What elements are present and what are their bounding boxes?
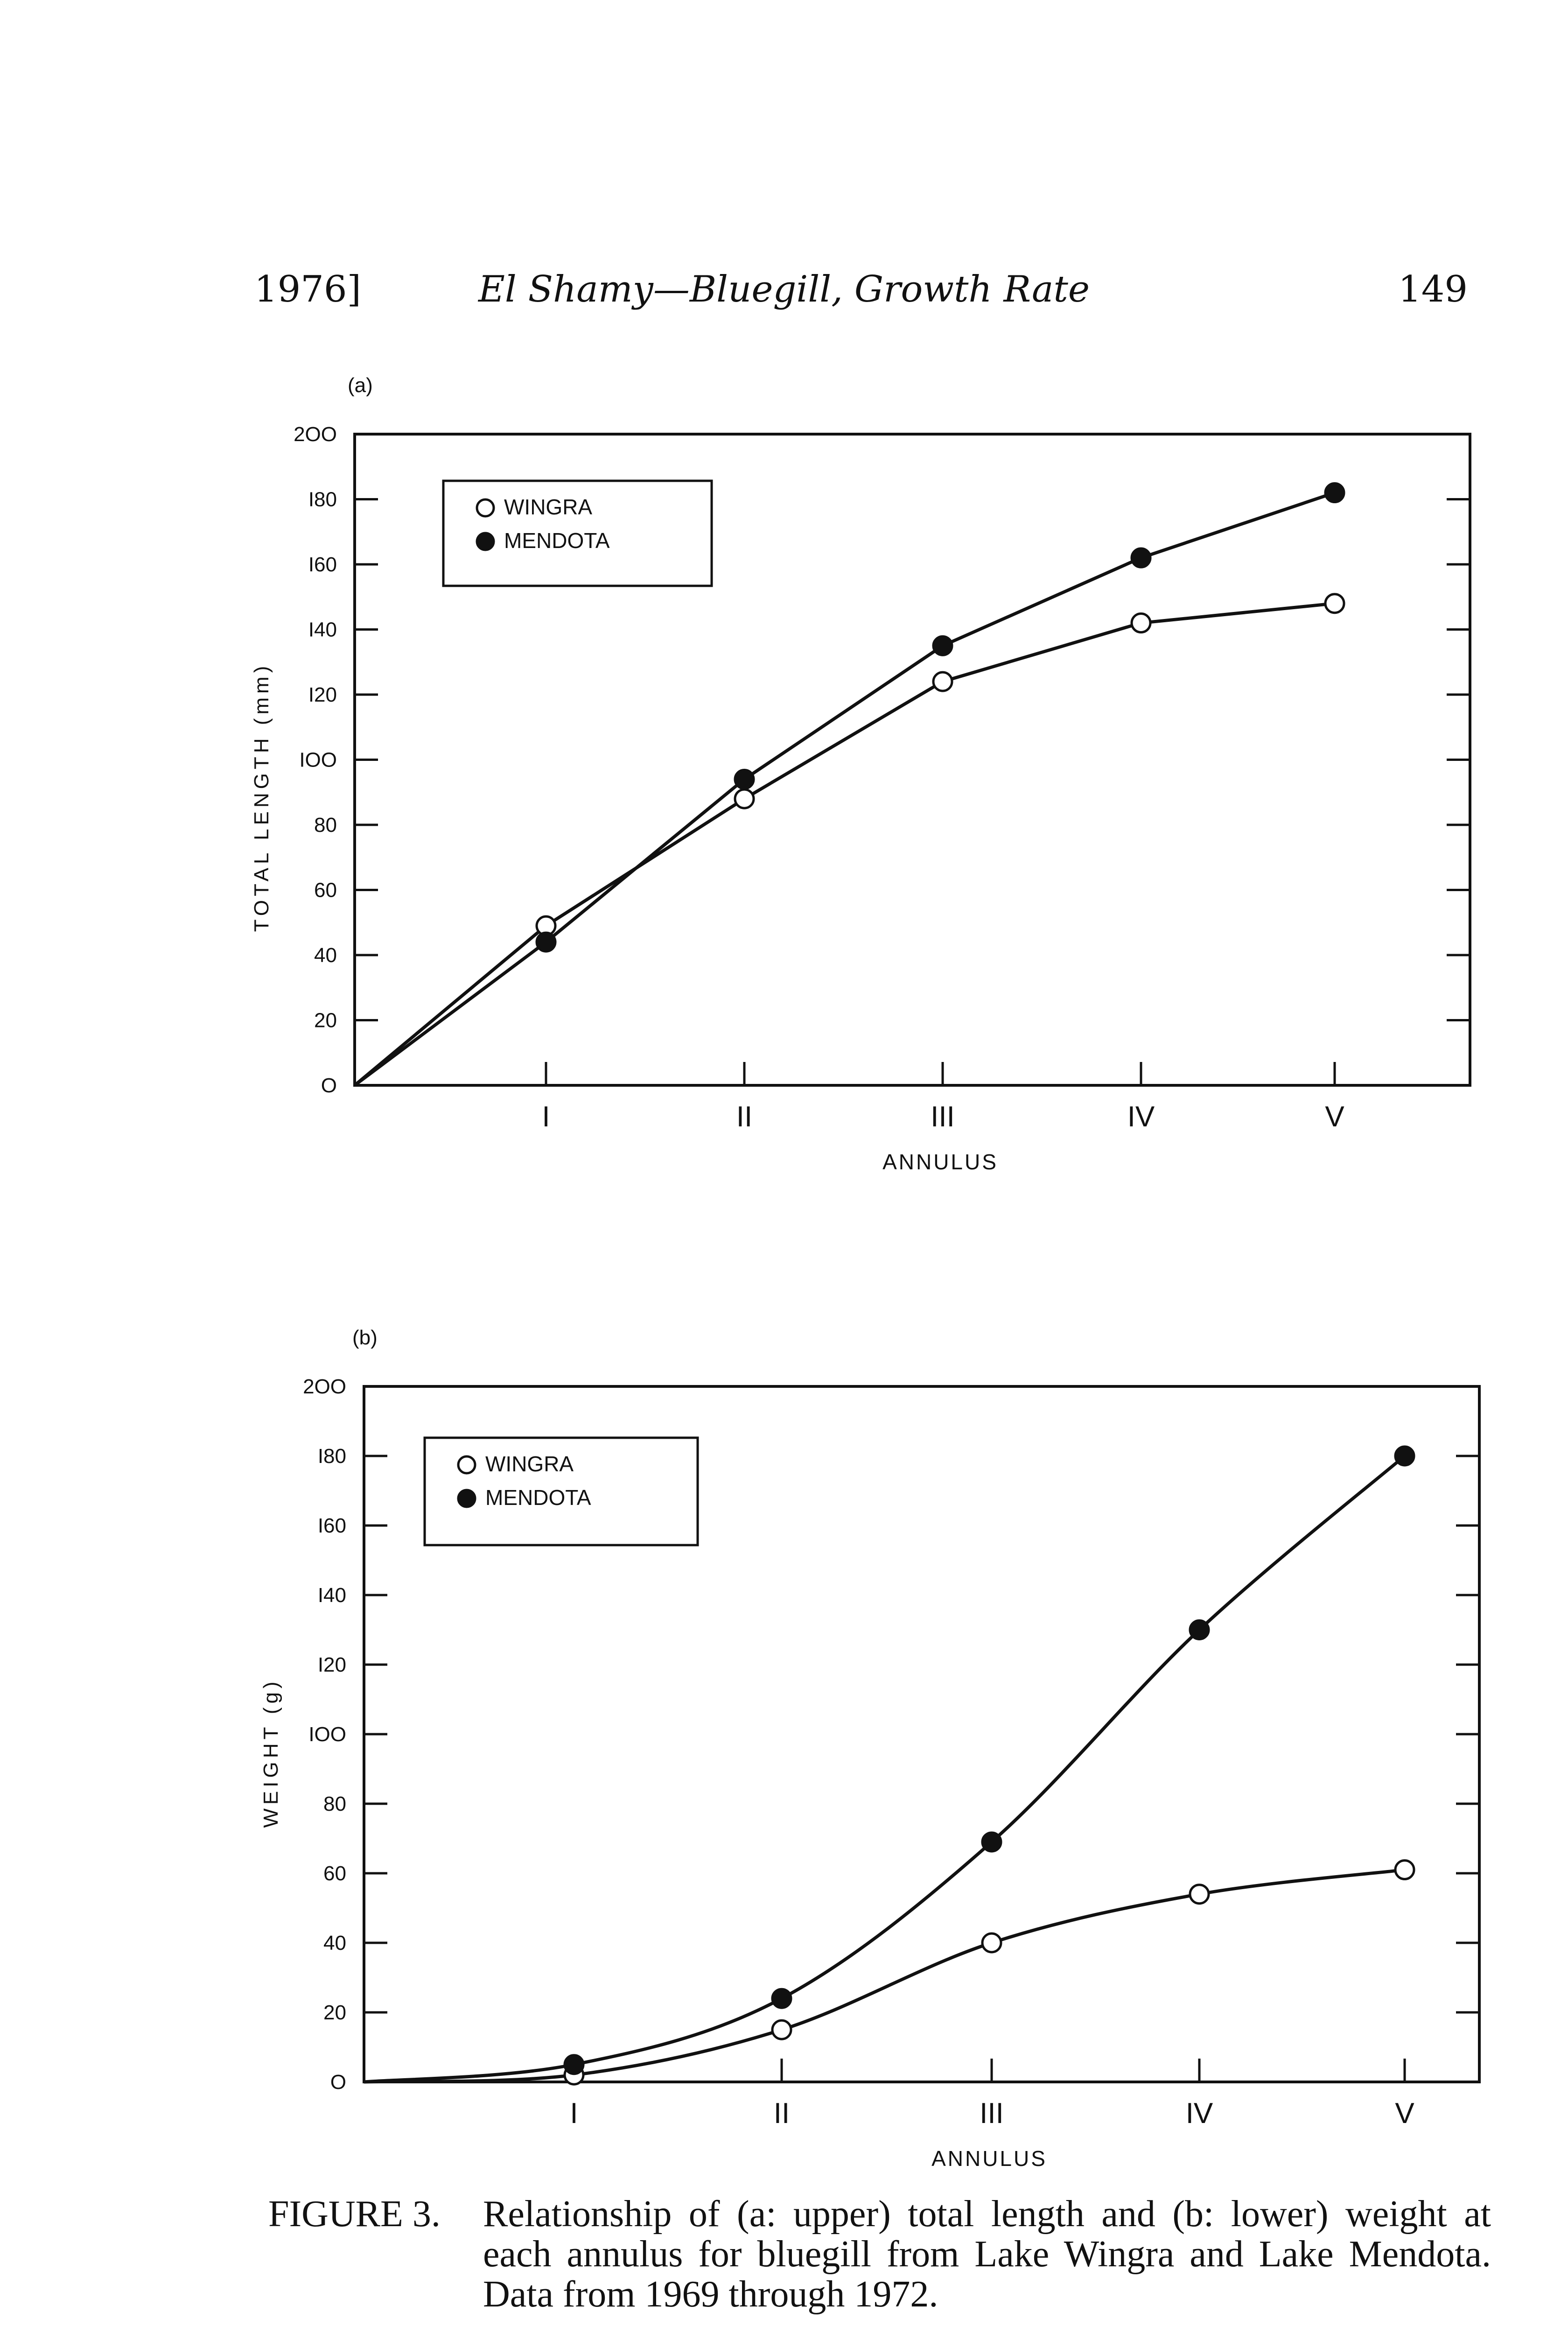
y-tick-label: 60 [314, 879, 337, 902]
y-tick-label: 60 [323, 1862, 346, 1885]
x-tick-label: V [1325, 1101, 1344, 1133]
data-point [933, 672, 952, 691]
data-point [982, 1833, 1001, 1851]
y-axis-label: TOTAL LENGTH (mm) [250, 662, 273, 932]
panel-label: (b) [352, 1326, 378, 1349]
y-axis-label: WEIGHT (g) [259, 1678, 282, 1828]
y-tick-label: IOO [308, 1723, 346, 1746]
header-year: 1976] [254, 268, 361, 310]
x-tick-label: I [542, 1101, 550, 1133]
data-point [1325, 594, 1344, 613]
legend-marker [477, 499, 494, 516]
data-point [1132, 614, 1150, 633]
x-tick-label: II [736, 1101, 753, 1133]
x-tick-label: IV [1185, 2097, 1213, 2130]
data-point [537, 933, 555, 951]
series-line [355, 604, 1335, 1085]
y-tick-label: I80 [317, 1445, 346, 1468]
data-point [1132, 548, 1150, 567]
series-line [364, 1870, 1405, 2082]
panel-label: (a) [348, 374, 373, 397]
x-tick-label: III [980, 2097, 1004, 2130]
x-tick-label: III [931, 1101, 955, 1133]
data-point [982, 1933, 1001, 1952]
data-point [1190, 1885, 1209, 1904]
data-point [735, 789, 754, 808]
y-tick-label: O [321, 1074, 337, 1097]
y-tick-label: I40 [317, 1584, 346, 1607]
y-tick-label: 40 [323, 1932, 346, 1954]
data-point [565, 2055, 583, 2074]
legend-marker [458, 1490, 475, 1507]
data-point [772, 1989, 791, 2008]
y-tick-label: 80 [323, 1793, 346, 1815]
legend-marker [477, 533, 494, 550]
data-point [1395, 1447, 1414, 1465]
y-tick-label: I80 [308, 488, 337, 511]
x-tick-label: I [570, 2097, 578, 2130]
legend-label: WINGRA [504, 495, 593, 519]
header-running-title: El Shamy—Bluegill, Growth Rate [478, 268, 1090, 310]
running-header [0, 268, 1568, 329]
y-tick-label: I40 [308, 618, 337, 641]
y-tick-label: 20 [314, 1009, 337, 1032]
y-tick-label: I60 [317, 1514, 346, 1537]
y-tick-label: 20 [323, 2001, 346, 2024]
y-tick-label: I20 [308, 683, 337, 706]
data-point [933, 636, 952, 655]
x-tick-label: IV [1127, 1101, 1155, 1133]
x-axis-label: ANNULUS [931, 2146, 1047, 2171]
y-tick-label: 2OO [294, 423, 337, 446]
y-tick-label: I20 [317, 1653, 346, 1676]
y-tick-label: 2OO [303, 1375, 346, 1398]
y-tick-label: 40 [314, 944, 337, 967]
y-tick-label: I60 [308, 553, 337, 576]
weight-chart [0, 1307, 1568, 2194]
x-tick-label: V [1395, 2097, 1414, 2130]
x-tick-label: II [773, 2097, 790, 2130]
legend-marker [458, 1456, 475, 1473]
legend-label: WINGRA [485, 1452, 574, 1476]
data-point [1190, 1621, 1209, 1639]
caption-label: FIGURE 3. [268, 2193, 441, 2235]
length-chart [0, 364, 1568, 1181]
data-point [772, 2020, 791, 2039]
y-tick-label: IOO [299, 748, 337, 772]
legend-label: MENDOTA [485, 1485, 591, 1510]
x-axis-label: ANNULUS [882, 1150, 998, 1174]
header-page-number: 149 [1398, 268, 1468, 310]
caption-text: Relationship of (a: upper) total length and (b: lower) weight at each annulus for bluegill from Lake Wingra and Lake Mendota. Data from 1969 through 1972. [483, 2193, 1491, 2315]
legend-label: MENDOTA [504, 528, 610, 553]
data-point [735, 770, 754, 788]
data-point [1395, 1861, 1414, 1879]
y-tick-label: 80 [314, 814, 337, 837]
y-tick-label: O [330, 2071, 346, 2094]
data-point [1325, 484, 1344, 502]
